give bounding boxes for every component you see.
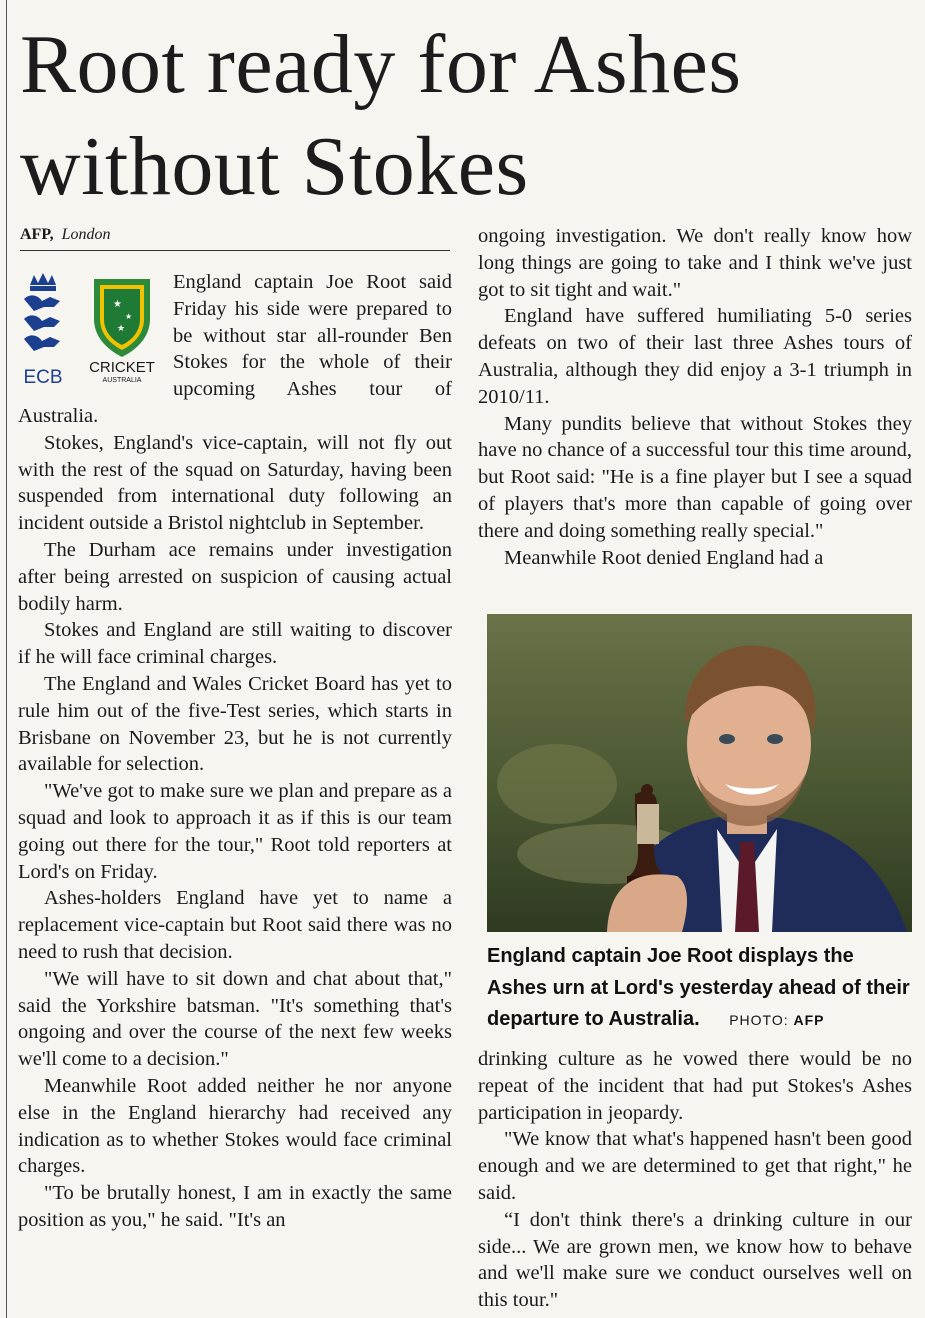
ecb-logo-icon (20, 271, 66, 389)
paragraph: drinking culture as he vowed there would be no repeat of the incident that had put Stokes's Ashes participation in jeopardy. (478, 1048, 912, 1124)
headline: Root ready for Ashes without Stokes (20, 18, 742, 213)
paragraph: Meanwhile Root denied England had a (504, 546, 824, 569)
byline-agency: AFP, (20, 226, 54, 243)
article-column-2-top (478, 223, 912, 571)
paragraph: Meanwhile Root added neither he nor anyone else in the England hierarchy had received any indication as to whether Stokes would face criminal charges. (18, 1074, 452, 1178)
credit-source: AFP (793, 1012, 825, 1028)
byline (20, 226, 450, 251)
paragraph: Stokes, England's vice-captain, will not fly out with the rest of the squad on Saturday, having been suspended from international duty following an incident outside a Bristol nightclub in September. (18, 431, 452, 535)
ca-logo-text: CRICKET (89, 359, 155, 376)
paragraph: The England and Wales Cricket Board has yet to rule him out of the five-Test series, which starts in Brisbane on November 23, but he is not currently available for selection. (18, 672, 452, 776)
paragraph: ongoing investigation. We don't really know how long things are going to take and I think we've just got to sit tight and wait." (478, 225, 912, 301)
joe-root-with-ashes-urn-photo (487, 614, 912, 932)
paragraph: Many pundits believe that without Stokes they have no chance of a successful tour this time around, but Root said: "He is a fine player but I see a squad of players that's more than capable of going over there and doing something really special." (478, 412, 912, 542)
article-column-2-bottom (478, 1046, 912, 1314)
svg-text:★: ★ (113, 299, 122, 310)
byline-location: London (61, 226, 111, 243)
cricket-australia-logo-icon (82, 275, 162, 385)
paragraph: "We know that what's happened hasn't been good enough and we are determined to get that right," he said. (478, 1128, 912, 1204)
ca-logo-subtext: AUSTRALIA (102, 377, 142, 384)
paragraph: England have suffered humiliating 5-0 series defeats on two of their last three Ashes tours of Australia, although they did enjoy a 3-1 triumph in 2010/11. (478, 305, 912, 408)
svg-text:★: ★ (125, 312, 133, 321)
paragraph: Ashes-holders England have yet to name a replacement vice-captain but Root said there was no need to rush that decision. (18, 887, 452, 963)
paragraph: "We will have to sit down and chat about that," said the Yorkshire batsman. "It's something that's ongoing and over the course of the next few weeks we'll come to a decision." (18, 967, 452, 1071)
paragraph: The Durham ace remains under investigation after being arrested on suspicion of causing actual bodily harm. (18, 538, 452, 615)
paragraph: Stokes and England are still waiting to discover if he will face criminal charges. (18, 619, 452, 669)
credit-label: PHOTO: (729, 1012, 789, 1028)
ecb-logo-text: ECB (23, 367, 63, 388)
paragraph: England captain Joe Root said Friday his side were prepared to be without star all-rounder Ben Stokes for the whole of their upcoming Ashes tour of Australia. (18, 271, 452, 427)
logos (18, 271, 163, 393)
caption-text: England captain Joe Root displays the Ashes urn at Lord's yesterday ahead of their departure to Australia. (487, 945, 910, 1030)
svg-text:★: ★ (117, 324, 126, 334)
article-column-1 (18, 269, 452, 1234)
paragraph: "We've got to make sure we plan and prepare as a squad and look to approach it as if this is our team going out there for the tour," Root told reporters at Lord's on Friday. (18, 780, 452, 883)
photo-credit (729, 1012, 824, 1028)
paragraph: "To be brutally honest, I am in exactly the same position as you," he said. "It's an (18, 1182, 452, 1231)
paragraph: “I don't think there's a drinking culture in our side... We are grown men, we know how to behave and we'll make sure we conduct ourselves well on this tour." (478, 1208, 912, 1312)
column-rule (6, 0, 7, 1318)
photo-caption (487, 941, 917, 1037)
news-photo (487, 614, 912, 932)
